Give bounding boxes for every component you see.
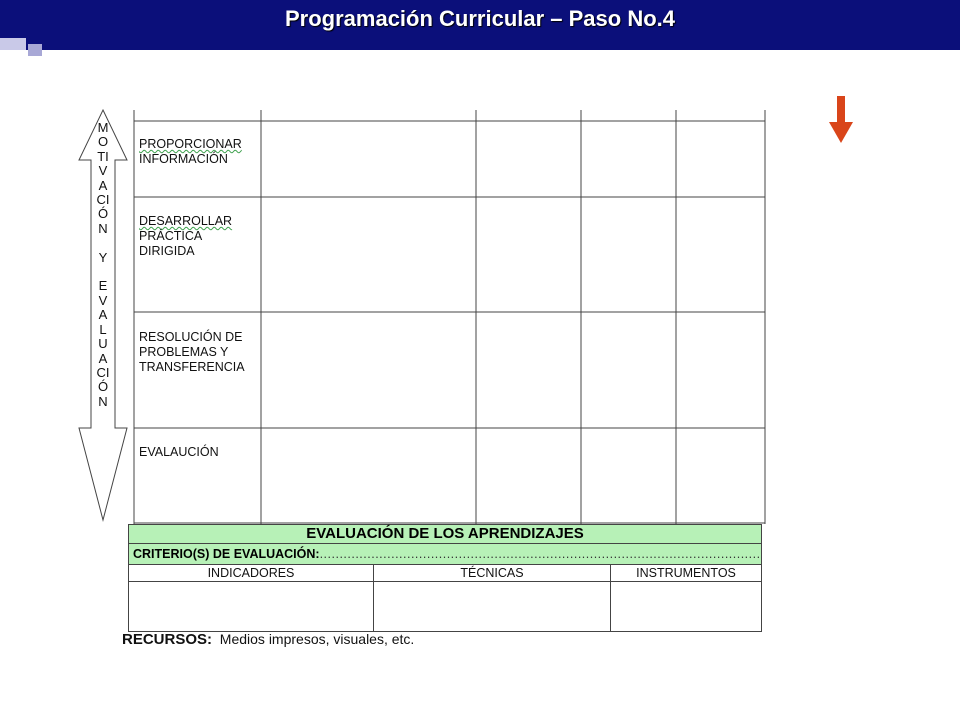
vertical-letter: E xyxy=(98,278,108,294)
row-label-proporcionar: PROPORCIONAR INFORMACIÓN xyxy=(139,137,242,166)
title-bar xyxy=(0,0,960,50)
vertical-letter: A xyxy=(98,307,108,323)
vertical-letter: M xyxy=(97,120,109,135)
page-title: Programación Curricular – Paso No.4 xyxy=(284,6,676,31)
title-accent-small xyxy=(28,44,42,56)
vertical-letter: A xyxy=(98,350,108,366)
resources-value: Medios impresos, visuales, etc. xyxy=(219,631,415,647)
vertical-letter: Ó xyxy=(97,379,109,395)
evaluation-heading: EVALUACIÓN DE LOS APRENDIZAJES xyxy=(128,524,762,544)
planning-grid xyxy=(133,110,766,524)
title-accent xyxy=(0,38,26,50)
evaluation-table xyxy=(128,524,762,632)
vertical-letter: CI xyxy=(96,192,110,208)
vertical-letter: N xyxy=(98,393,108,409)
vertical-letter: CI xyxy=(96,364,110,380)
evaluation-columns xyxy=(128,565,762,632)
column-tecnicas: TÉCNICAS xyxy=(460,566,524,580)
down-arrow-icon xyxy=(828,96,854,144)
column-divider xyxy=(610,565,611,631)
column-divider xyxy=(373,565,374,631)
vertical-letter: TI xyxy=(97,148,109,164)
row-label-resolucion: RESOLUCIÓN DE PROBLEMAS Y TRANSFERENCIA xyxy=(139,330,245,374)
vertical-letter: U xyxy=(98,336,108,352)
column-divider xyxy=(129,581,761,582)
column-instrumentos: INSTRUMENTOS xyxy=(636,566,736,580)
vertical-letter: L xyxy=(99,321,107,337)
resources-line: RECURSOS: Medios impresos, visuales, etc. xyxy=(122,631,415,648)
vertical-letter: Y xyxy=(98,249,108,265)
evaluation-criteria: CRITERIO(S) DE EVALUACIÓN:............................................................................................................... xyxy=(128,544,762,565)
vertical-letter: O xyxy=(97,134,109,150)
vertical-letter: N xyxy=(98,220,108,236)
row-label-evaluacion: EVALAUCIÓN xyxy=(139,445,219,459)
vertical-letter: V xyxy=(98,292,108,308)
grid-lines xyxy=(133,110,766,524)
row-label-desarrollar: DESARROLLAR PRÁCTICA DIRIGIDA xyxy=(139,214,233,258)
vertical-letter xyxy=(93,265,113,279)
column-indicadores: INDICADORES xyxy=(207,566,295,580)
vertical-letter xyxy=(93,236,113,250)
vertical-label xyxy=(93,121,113,409)
vertical-letter: Ó xyxy=(97,206,109,222)
vertical-letter: A xyxy=(98,177,108,193)
vertical-letter: V xyxy=(98,163,108,179)
